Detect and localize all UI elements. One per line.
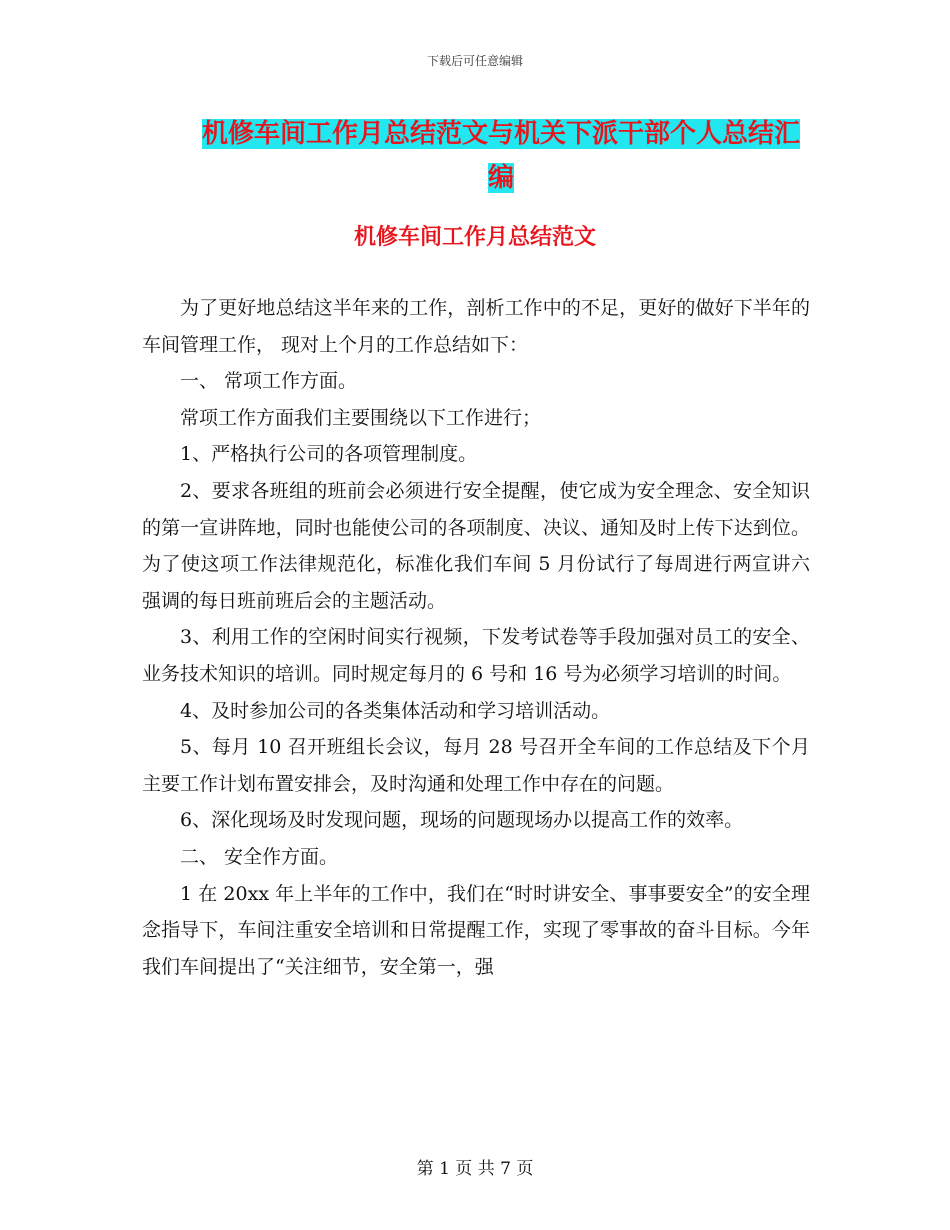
- paragraph: 5、每月 10 召开班组长会议，每月 28 号召开全车间的工作总结及下个月主要工作计划布置安排会，及时沟通和处理工作中存在的问题。: [142, 736, 810, 795]
- paragraph: 2、要求各班组的班前会必须进行安全提醒，使它成为安全理念、安全知识的第一宣讲阵地，同时也能使公司的各项制度、决议、通知及时上传下达到位。为了使这项工作法律规范化，标准化我们车间 5 月份试行了每周进行两宣讲六强调的每日班前班后会的主题活动。: [142, 479, 810, 612]
- page-header-note: 下载后可任意编辑: [426, 54, 523, 68]
- paragraph: 一、 常项工作方面。: [180, 370, 358, 393]
- paragraph: 1 在 20xx 年上半年的工作中，我们在“时时讲安全、事事要安全”的安全理念指导下，车间注重安全培训和日常提醒工作，实现了零事故的奋斗目标。今年我们车间提出了“关注细节，安全第一，强: [142, 882, 810, 978]
- paragraph: 常项工作方面我们主要围绕以下工作进行；: [180, 406, 542, 429]
- document-body: [142, 290, 810, 985]
- section-title: 机修车间工作月总结范文: [353, 225, 596, 250]
- paragraph: 6、深化现场及时发现问题，现场的问题现场办以提高工作的效率。: [180, 809, 744, 832]
- paragraph: 二、 安全作方面。: [180, 845, 339, 868]
- page-number-footer: 第 1 页 共 7 页: [416, 1159, 534, 1179]
- paragraph: 4、及时参加公司的各类集体活动和学习培训活动。: [180, 699, 611, 722]
- paragraph: 3、利用工作的空闲时间实行视频，下发考试卷等手段加强对员工的安全、 业务技术知识的培训。同时规定每月的 6 号和 16 号为必须学习培训的时间。: [142, 626, 810, 685]
- document-title-text: 机修车间工作月总结范文与机关下派干部个人总结汇编: [201, 119, 800, 193]
- paragraph: 1、严格执行公司的各项管理制度。: [180, 443, 478, 466]
- document-title: [195, 112, 807, 200]
- paragraph: 为了更好地总结这半年来的工作，剖析工作中的不足，更好的做好下半年的车间管理工作， 现对上个月的工作总结如下：: [142, 297, 810, 356]
